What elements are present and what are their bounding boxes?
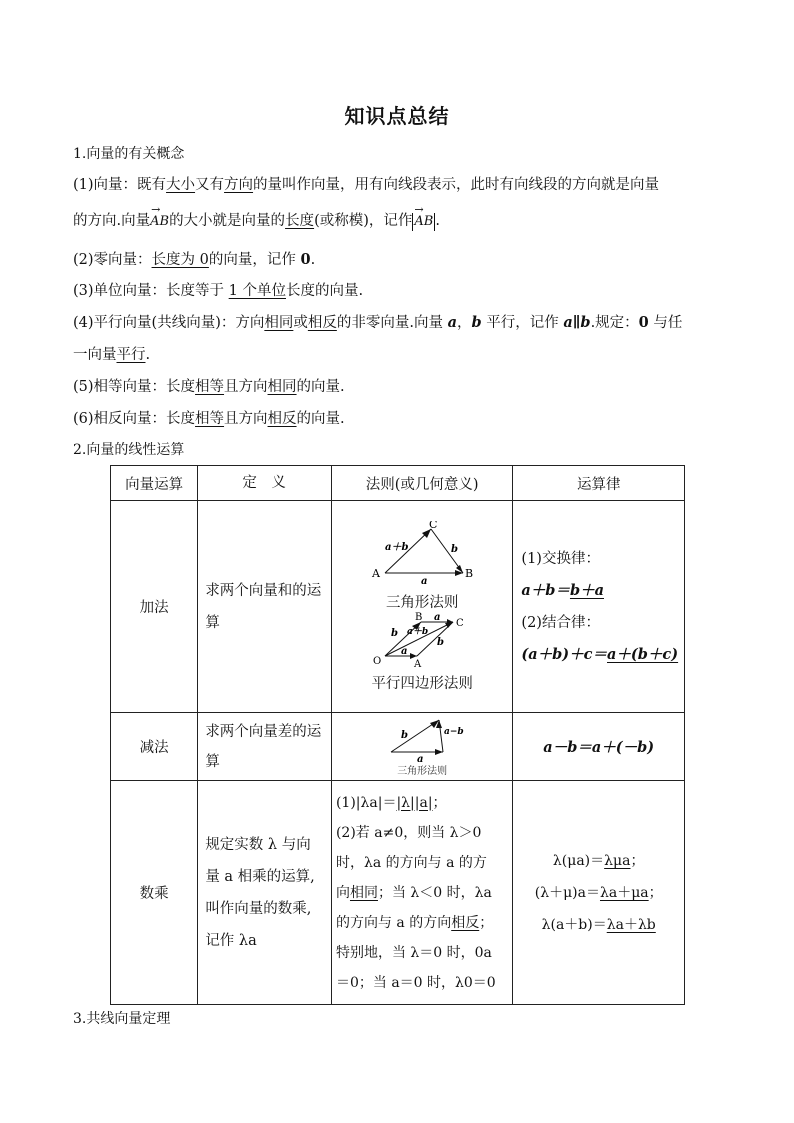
answer-blank: 大小	[166, 177, 196, 193]
answer-blank: 相等	[195, 411, 225, 427]
label-apb: a＋b	[407, 626, 429, 637]
table-row-addition	[111, 501, 685, 713]
text: 且方向	[224, 379, 268, 395]
text: (2)零向量：	[73, 252, 152, 268]
parallelogram-rule-diagram	[367, 612, 477, 668]
concept-1-line-1	[73, 176, 723, 194]
text: 的方向.向量	[73, 213, 151, 229]
law-text: λ(a＋b)＝	[541, 916, 607, 933]
concept-3	[73, 282, 723, 300]
op-definition: 求两个向量差的运算	[198, 713, 332, 781]
table-header: 法则(或几何意义)	[331, 466, 512, 501]
subtraction-triangle-diagram	[377, 716, 467, 762]
text: 的量叫作向量，用有向线段表示，此时有向线段的方向就是向量	[253, 177, 660, 193]
label-apb: a＋b	[385, 541, 409, 553]
section-heading-2: 2.向量的线性运算	[73, 442, 185, 458]
law-text: λ(μa)＝	[552, 852, 605, 869]
label-b: b	[391, 627, 399, 639]
answer-blank: λμa	[604, 852, 631, 869]
answer-blank: 相同	[349, 884, 378, 901]
answer-blank: |λ||a|	[396, 794, 433, 811]
page-title: 知识点总结	[344, 104, 450, 128]
answer-blank: 相等	[195, 379, 225, 395]
answer-blank: 相同	[264, 315, 294, 331]
vector-b: b	[471, 314, 482, 331]
rule-text: ；	[432, 794, 447, 811]
concept-1-line-2	[73, 212, 723, 231]
vector-a: a	[447, 314, 457, 331]
table-header-row	[111, 466, 685, 501]
law-label: (1)交换律：	[521, 550, 600, 567]
law-text: ；	[630, 852, 645, 869]
rule-text: 特别地，当 λ＝0 时，0a	[335, 944, 492, 961]
text: .	[310, 252, 316, 268]
section-heading-1: 1.向量的有关概念	[73, 146, 185, 162]
label-A: A	[372, 566, 381, 580]
parallelogram-rule-caption: 平行四边形法则	[371, 675, 473, 692]
text: 一向量	[73, 347, 117, 363]
answer-blank: 平行	[116, 347, 146, 363]
vector-operations-table	[110, 465, 685, 1005]
table-header: 运算律	[513, 466, 685, 501]
answer-blank: 相同	[267, 379, 297, 395]
rule-text: ＝0；当 a＝0 时，λ0＝0	[335, 974, 496, 991]
rule-text: 的方向与 a 的方向	[335, 914, 452, 931]
op-definition	[198, 781, 332, 1005]
answer-blank: a＋(b＋c)	[607, 645, 679, 663]
answer-blank: 1 个单位	[228, 283, 286, 299]
label-C: C	[429, 520, 438, 531]
concept-4-line-2	[73, 346, 723, 364]
answer-blank: 方向	[224, 177, 254, 193]
text: (6)相反向量：长度	[73, 411, 196, 427]
text: (或称模)，记作	[314, 213, 413, 229]
text: ，	[456, 315, 472, 331]
vector-ab-magnitude: → AB	[412, 213, 435, 231]
op-rule-cell	[331, 713, 512, 781]
zero-vector: 0	[300, 251, 311, 268]
triangle-rule-caption: 三角形法则	[385, 594, 459, 611]
label-A: A	[414, 658, 422, 668]
text: (3)单位向量：长度等于	[73, 283, 229, 299]
text: .	[435, 213, 440, 229]
op-law-cell	[513, 781, 685, 1005]
def-line: 叫作向量的数乘,	[205, 900, 312, 917]
rule-text: 向	[335, 884, 350, 901]
parallel-notation: a∥b	[563, 314, 591, 331]
law-text: (λ＋μ)a＝	[534, 884, 600, 901]
rule-text: ；当 λ＜0 时，λa	[377, 884, 492, 901]
op-rule-cell	[331, 781, 512, 1005]
text: 或	[293, 315, 308, 331]
vector-ab: → AB	[150, 213, 169, 231]
text: 又有	[195, 177, 225, 193]
text: (5)相等向量：长度	[73, 379, 196, 395]
rule-text: ；	[479, 914, 494, 931]
text: 长度的向量.	[286, 283, 364, 299]
answer-blank: λa＋μa	[599, 884, 649, 901]
def-line: 规定实数 λ 与向	[205, 836, 311, 853]
table-header: 定 义	[198, 466, 332, 501]
answer-blank: 长度为 0	[151, 252, 209, 268]
label-a: a	[421, 575, 428, 587]
text: 的向量.	[296, 411, 345, 427]
text: 与任	[648, 315, 683, 331]
text: 的向量.	[296, 379, 345, 395]
label-B: B	[465, 566, 474, 580]
rule-text: (1)|λa|＝	[335, 794, 397, 811]
label-B: B	[415, 611, 423, 623]
law-text: (a＋b)＋c＝	[521, 645, 607, 663]
text: (1)向量：既有	[73, 177, 167, 193]
text: .	[145, 347, 151, 363]
table-row-scalar	[111, 781, 685, 1005]
concept-6	[73, 410, 723, 428]
table-row-subtraction	[111, 713, 685, 781]
label-a: a	[417, 754, 424, 762]
text: (4)平行向量(共线向量)：方向	[73, 315, 265, 331]
def-line: 量 a 相乘的运算,	[205, 868, 315, 885]
op-name: 加法	[111, 501, 198, 713]
table-header: 向量运算	[111, 466, 198, 501]
answer-blank: 长度	[285, 213, 315, 229]
label-b: b	[401, 730, 409, 741]
def-line: 记作 λa	[205, 932, 257, 949]
text: 的向量，记作	[208, 252, 301, 268]
answer-blank: b＋a	[569, 581, 604, 599]
rule-text: (2)若 a≠0，则当 λ＞0	[335, 824, 482, 841]
op-law-cell	[513, 501, 685, 713]
label-C: C	[456, 617, 464, 629]
text: 且方向	[224, 411, 268, 427]
law-text: ；	[648, 884, 663, 901]
arrow-icon	[435, 749, 443, 755]
op-definition: 求两个向量和的运算	[198, 501, 332, 713]
subtraction-caption: 三角形法则	[397, 766, 448, 777]
label-a: a	[434, 611, 441, 623]
concept-5	[73, 378, 723, 396]
concept-4-line-1	[73, 314, 723, 332]
op-name: 减法	[111, 713, 198, 781]
law-label: (2)结合律：	[521, 614, 600, 631]
label-a: a	[401, 645, 408, 657]
section-heading-3: 3.共线向量定理	[73, 1011, 171, 1027]
text: 的大小就是向量的	[169, 213, 286, 229]
law-text: a＋b＝	[521, 581, 570, 599]
rule-text: 时，λa 的方向与 a 的方	[335, 854, 487, 871]
answer-blank: λa＋λb	[606, 916, 656, 933]
label-b: b	[451, 543, 459, 555]
answer-blank: 相反	[267, 411, 297, 427]
op-rule-cell	[331, 501, 512, 713]
zero-vector: 0	[638, 314, 649, 331]
answer-blank: 相反	[451, 914, 480, 931]
label-amb: a−b	[444, 727, 464, 737]
text: 平行，记作	[481, 315, 564, 331]
text: .规定：	[590, 315, 639, 331]
label-O: O	[373, 655, 382, 667]
label-b: b	[437, 636, 445, 648]
answer-blank: 相反	[307, 315, 337, 331]
op-law-cell: a－b＝a＋(－b)	[513, 713, 685, 781]
text: 的非零向量.向量	[336, 315, 448, 331]
triangle-rule-diagram	[367, 521, 477, 587]
concept-2	[73, 251, 723, 269]
op-name: 数乘	[111, 781, 198, 1005]
